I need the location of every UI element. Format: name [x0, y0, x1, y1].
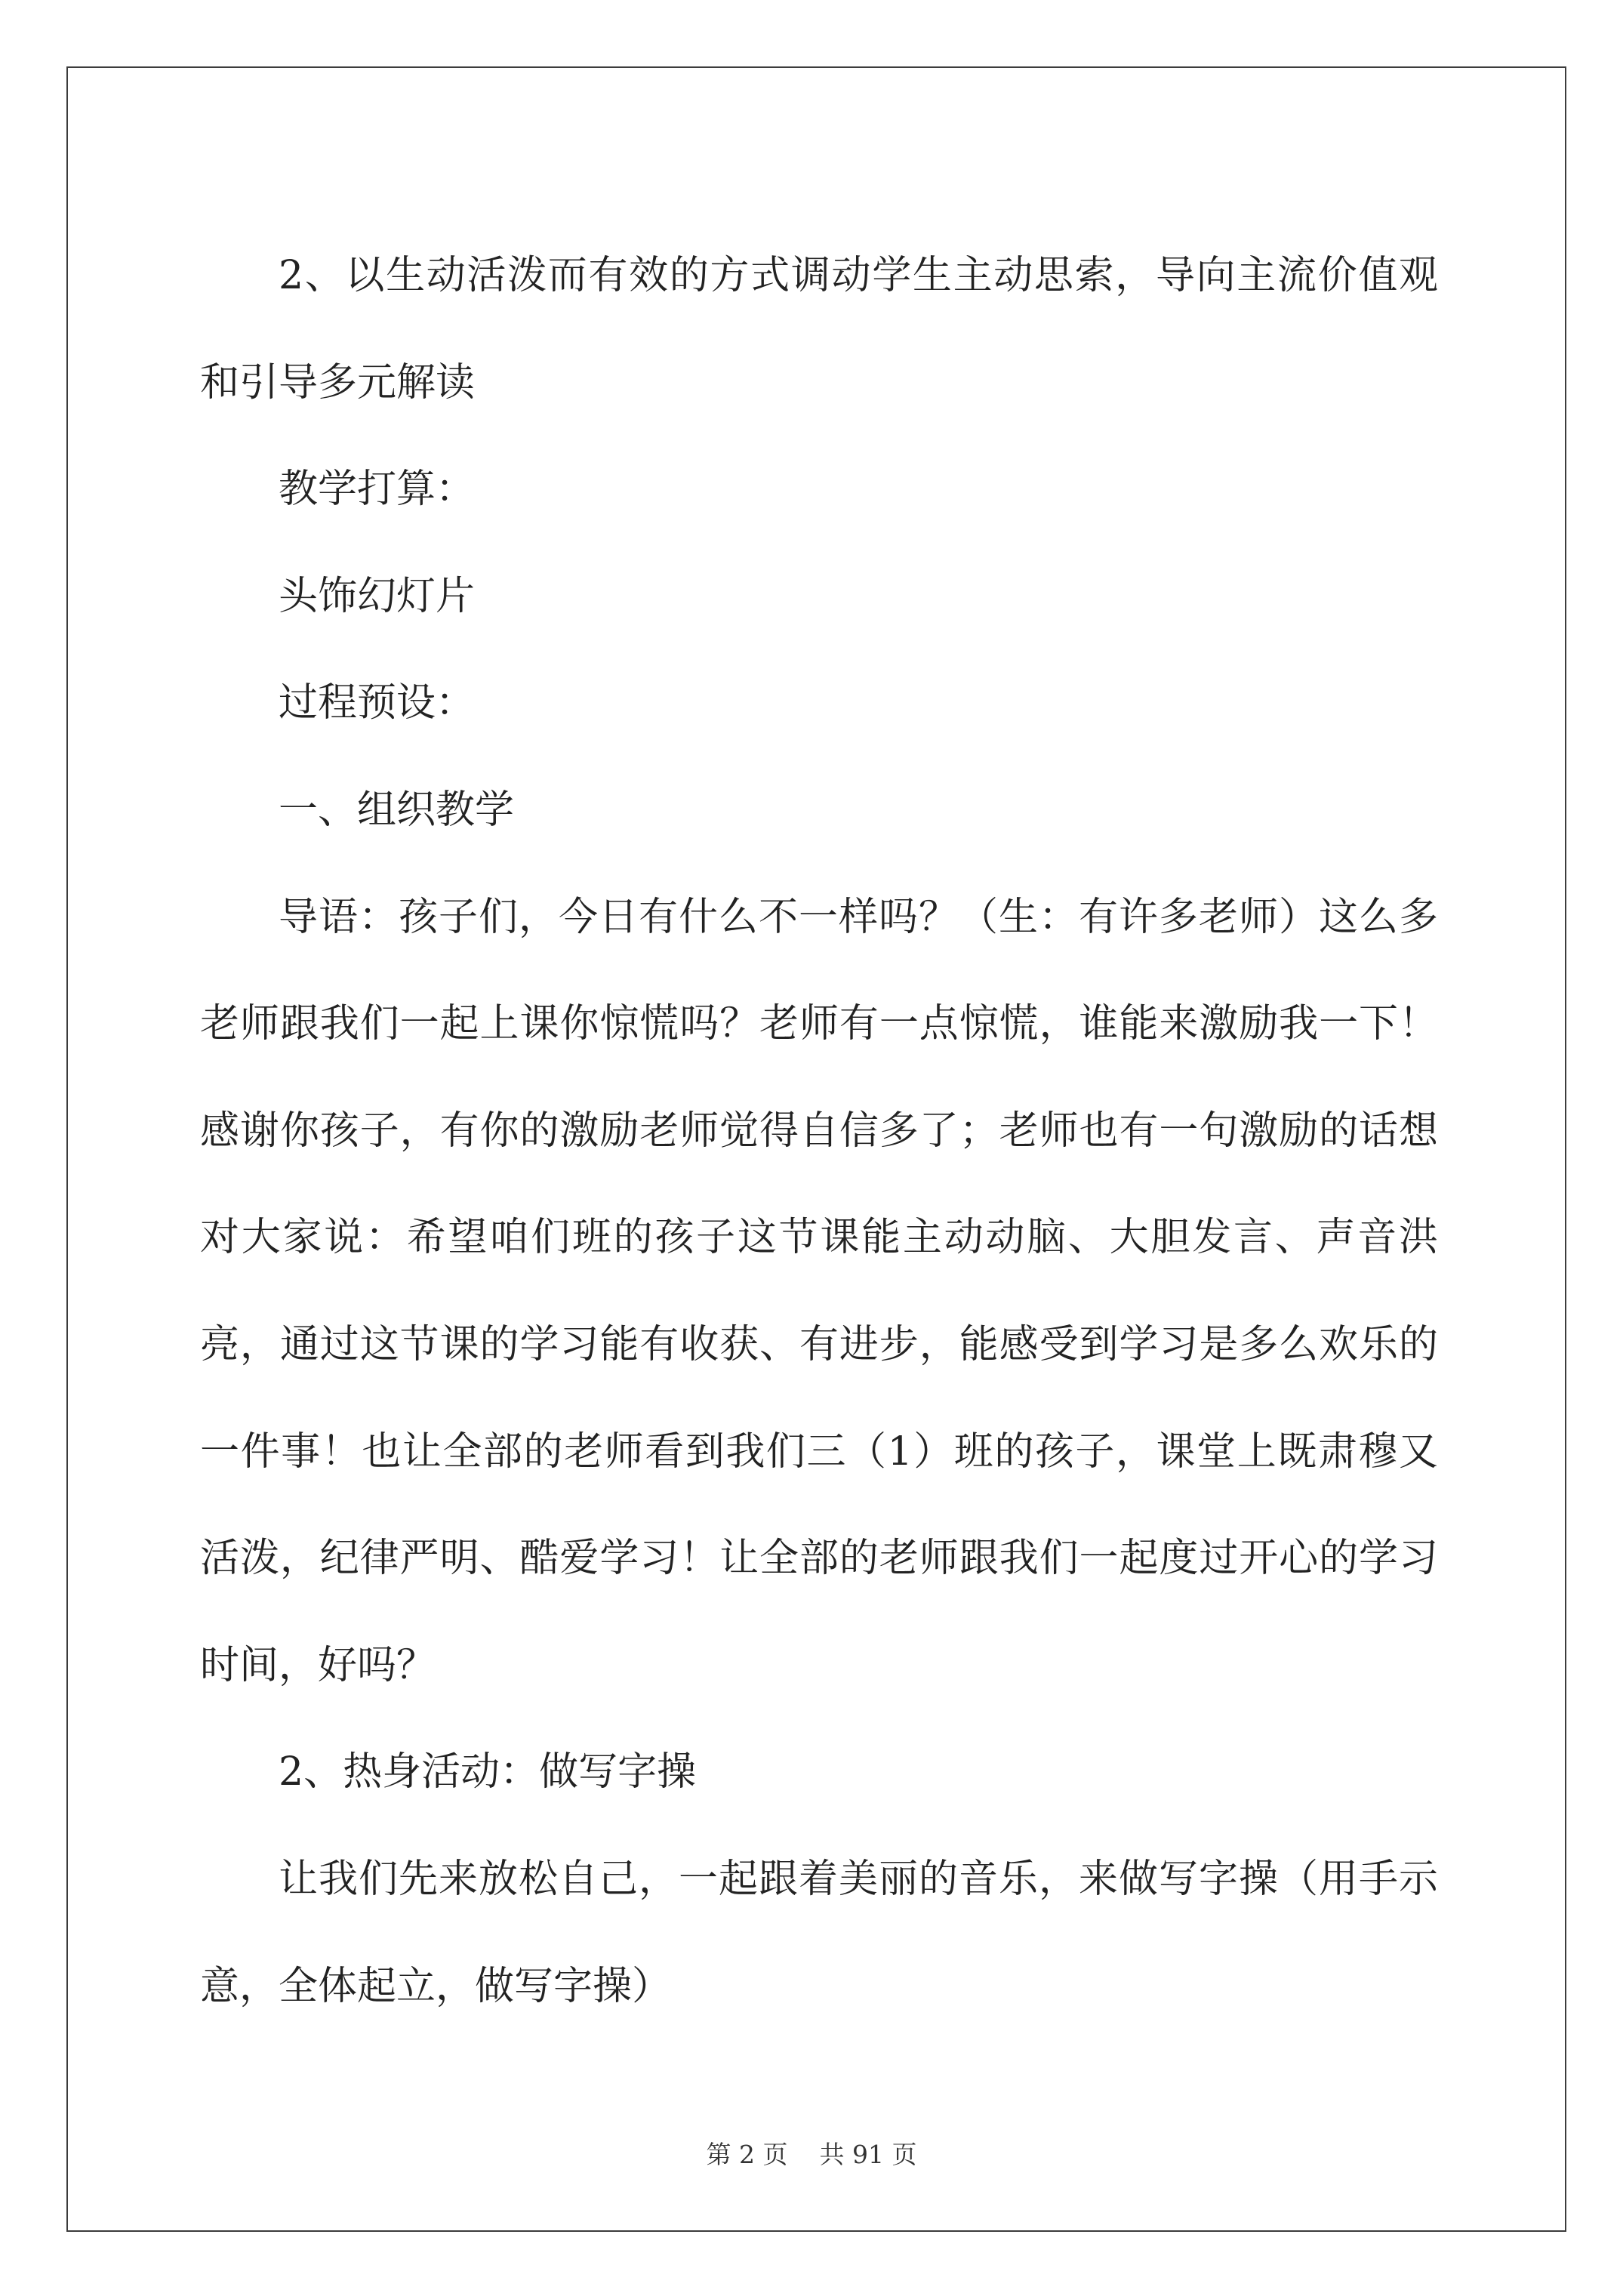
paragraph-process-heading: 过程预设： [279, 680, 476, 726]
paragraph-teaching-prep-heading: 教学打算： [279, 467, 476, 513]
document-body [200, 223, 1438, 2040]
paragraph-introduction: 导语：孩子们，今日有什么不一样吗？（生：有许多老师）这么多老师跟我们一起上课你惊慌吗？老师有一点惊慌，谁能来激励我一下！感谢你孩子，有你的激励老师觉得自信多了；老师也有一句激励的话想对大家说：希望咱们班的孩子这节课能主动动脑、大胆发言、声音洪亮，通过这节课的学习能有收获、有进步，能感受到学习是多么欢乐的一件事！也让全部的老师看到我们三（1）班的孩子，课堂上既肃穆又活泼，纪律严明、酷爱学习！让全部的老师跟我们一起度过开心的学习时间，好吗？ [200, 894, 1438, 1688]
paragraph-warmup-instructions: 让我们先来放松自己，一起跟着美丽的音乐，来做写字操（用手示意，全体起立，做写字操） [200, 1856, 1438, 2009]
paragraph-warmup-heading: 2、热身活动：做写字操 [279, 1749, 697, 1795]
paragraph-section-1-heading: 一、组织教学 [279, 787, 515, 833]
paragraph-materials: 头饰幻灯片 [279, 573, 476, 619]
page-number-footer: 第 2 页 共 91 页 [706, 2140, 917, 2169]
paragraph-objective-2: 2、以生动活泼而有效的方式调动学生主动思索，导向主流价值观和引导多元解读 [200, 253, 1438, 405]
